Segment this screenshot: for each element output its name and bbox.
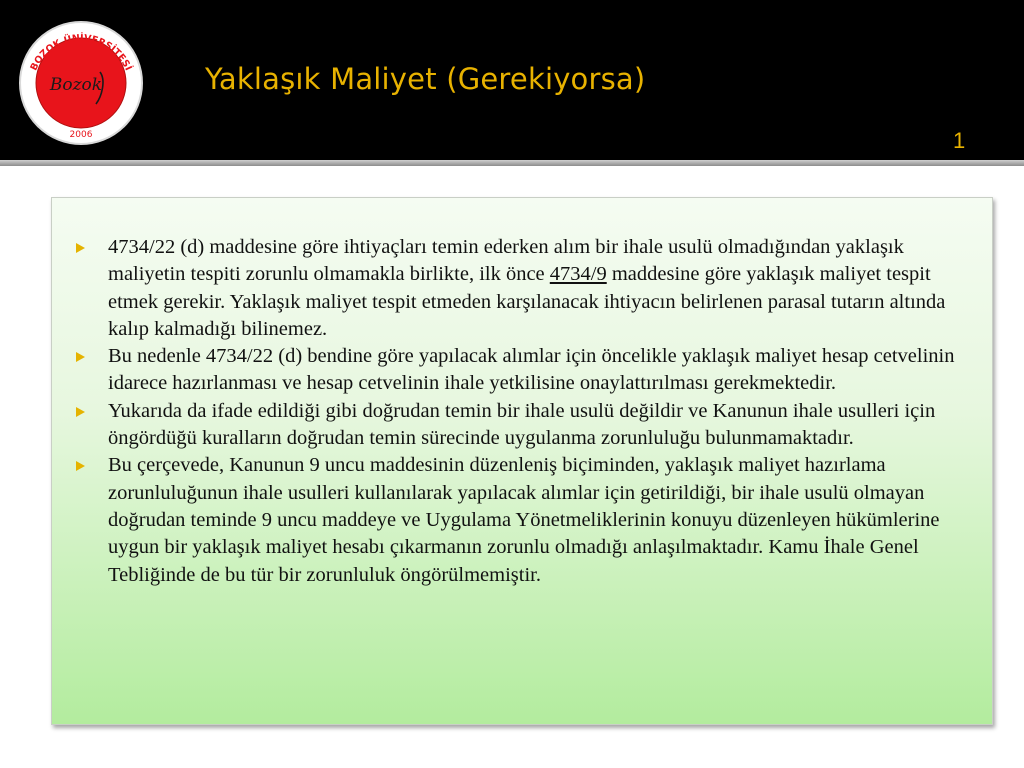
list-item [76,398,976,453]
arrow-right-icon [76,352,85,362]
header-bar [0,0,1024,160]
logo-signature: Bozok [49,75,103,95]
logo-year: 2006 [69,130,93,140]
arrow-right-icon [76,243,85,253]
arrow-right-icon [76,407,85,417]
bullet-text: maddesine göre yaklaşık maliyet tespit etmek gerekir. Yaklaşık maliyet tespit etmeden karşılanacak ihtiyacın belirlenen parasal tutarın altında kalıp kalmadığı bilinemez. [108,263,946,340]
bullet-text: Yukarıda da ifade edildiği gibi doğrudan temin bir ihale usulü değildir ve Kanunun ihale usulleri için öngördüğü kuralların doğrudan temin sürecinde uygulanma zorunluluğu bulunmamaktadır. [108,399,936,450]
bozok-university-logo [18,20,144,146]
bullet-text: Bu nedenle 4734/22 (d) bendine göre yapılacak alımlar için öncelikle yaklaşık maliyet hesap cetvelinin idarece hazırlanması ve hesap cetvelinin ihale yetkilisine onaylattırılması gerekmektedir. [108,345,955,395]
header-divider [0,160,1024,166]
law-article-link[interactable]: 4734/9 [549,263,607,286]
bullet-list [76,234,976,589]
bullet-text: 4734/22 (d) maddesine göre ihtiyaçları temin ederken alım bir ihale usulü olmadığından yaklaşık maliyetin tespiti zorunlu olmamakla birlikte, ilk önce [108,236,904,286]
list-item [76,452,976,588]
slide-title: Yaklaşık Maliyet (Gerekiyorsa) [205,62,646,96]
content-box [51,197,993,725]
slide-number: 1 [953,128,966,153]
svg-text:BOZOK ÜNİVERSİTESİ: BOZOK ÜNİVERSİTESİ [28,32,134,73]
arrow-right-icon [76,461,85,471]
list-item [76,343,976,398]
list-item [76,234,976,343]
bullet-text: Bu çerçevede, Kanunun 9 uncu maddesinin düzenleniş biçiminden, yaklaşık maliyet hazırlama zorunluluğunun ihale usulleri kullanılarak yapılacak alımlar için getirildiği, bir ihale usulü olmayan doğrudan teminde 9 uncu maddeye ve Uygulama Yönetmeliklerinin konuyu düzenleyen hükümlerine uygun bir yaklaşık maliyet hesabı çıkarmanın zorunlu olmadığı anlaşılmaktadır. Kamu İhale Genel Tebliğinde de bu tür bir zorunluluk öngörülmemiştir. [108,454,940,586]
